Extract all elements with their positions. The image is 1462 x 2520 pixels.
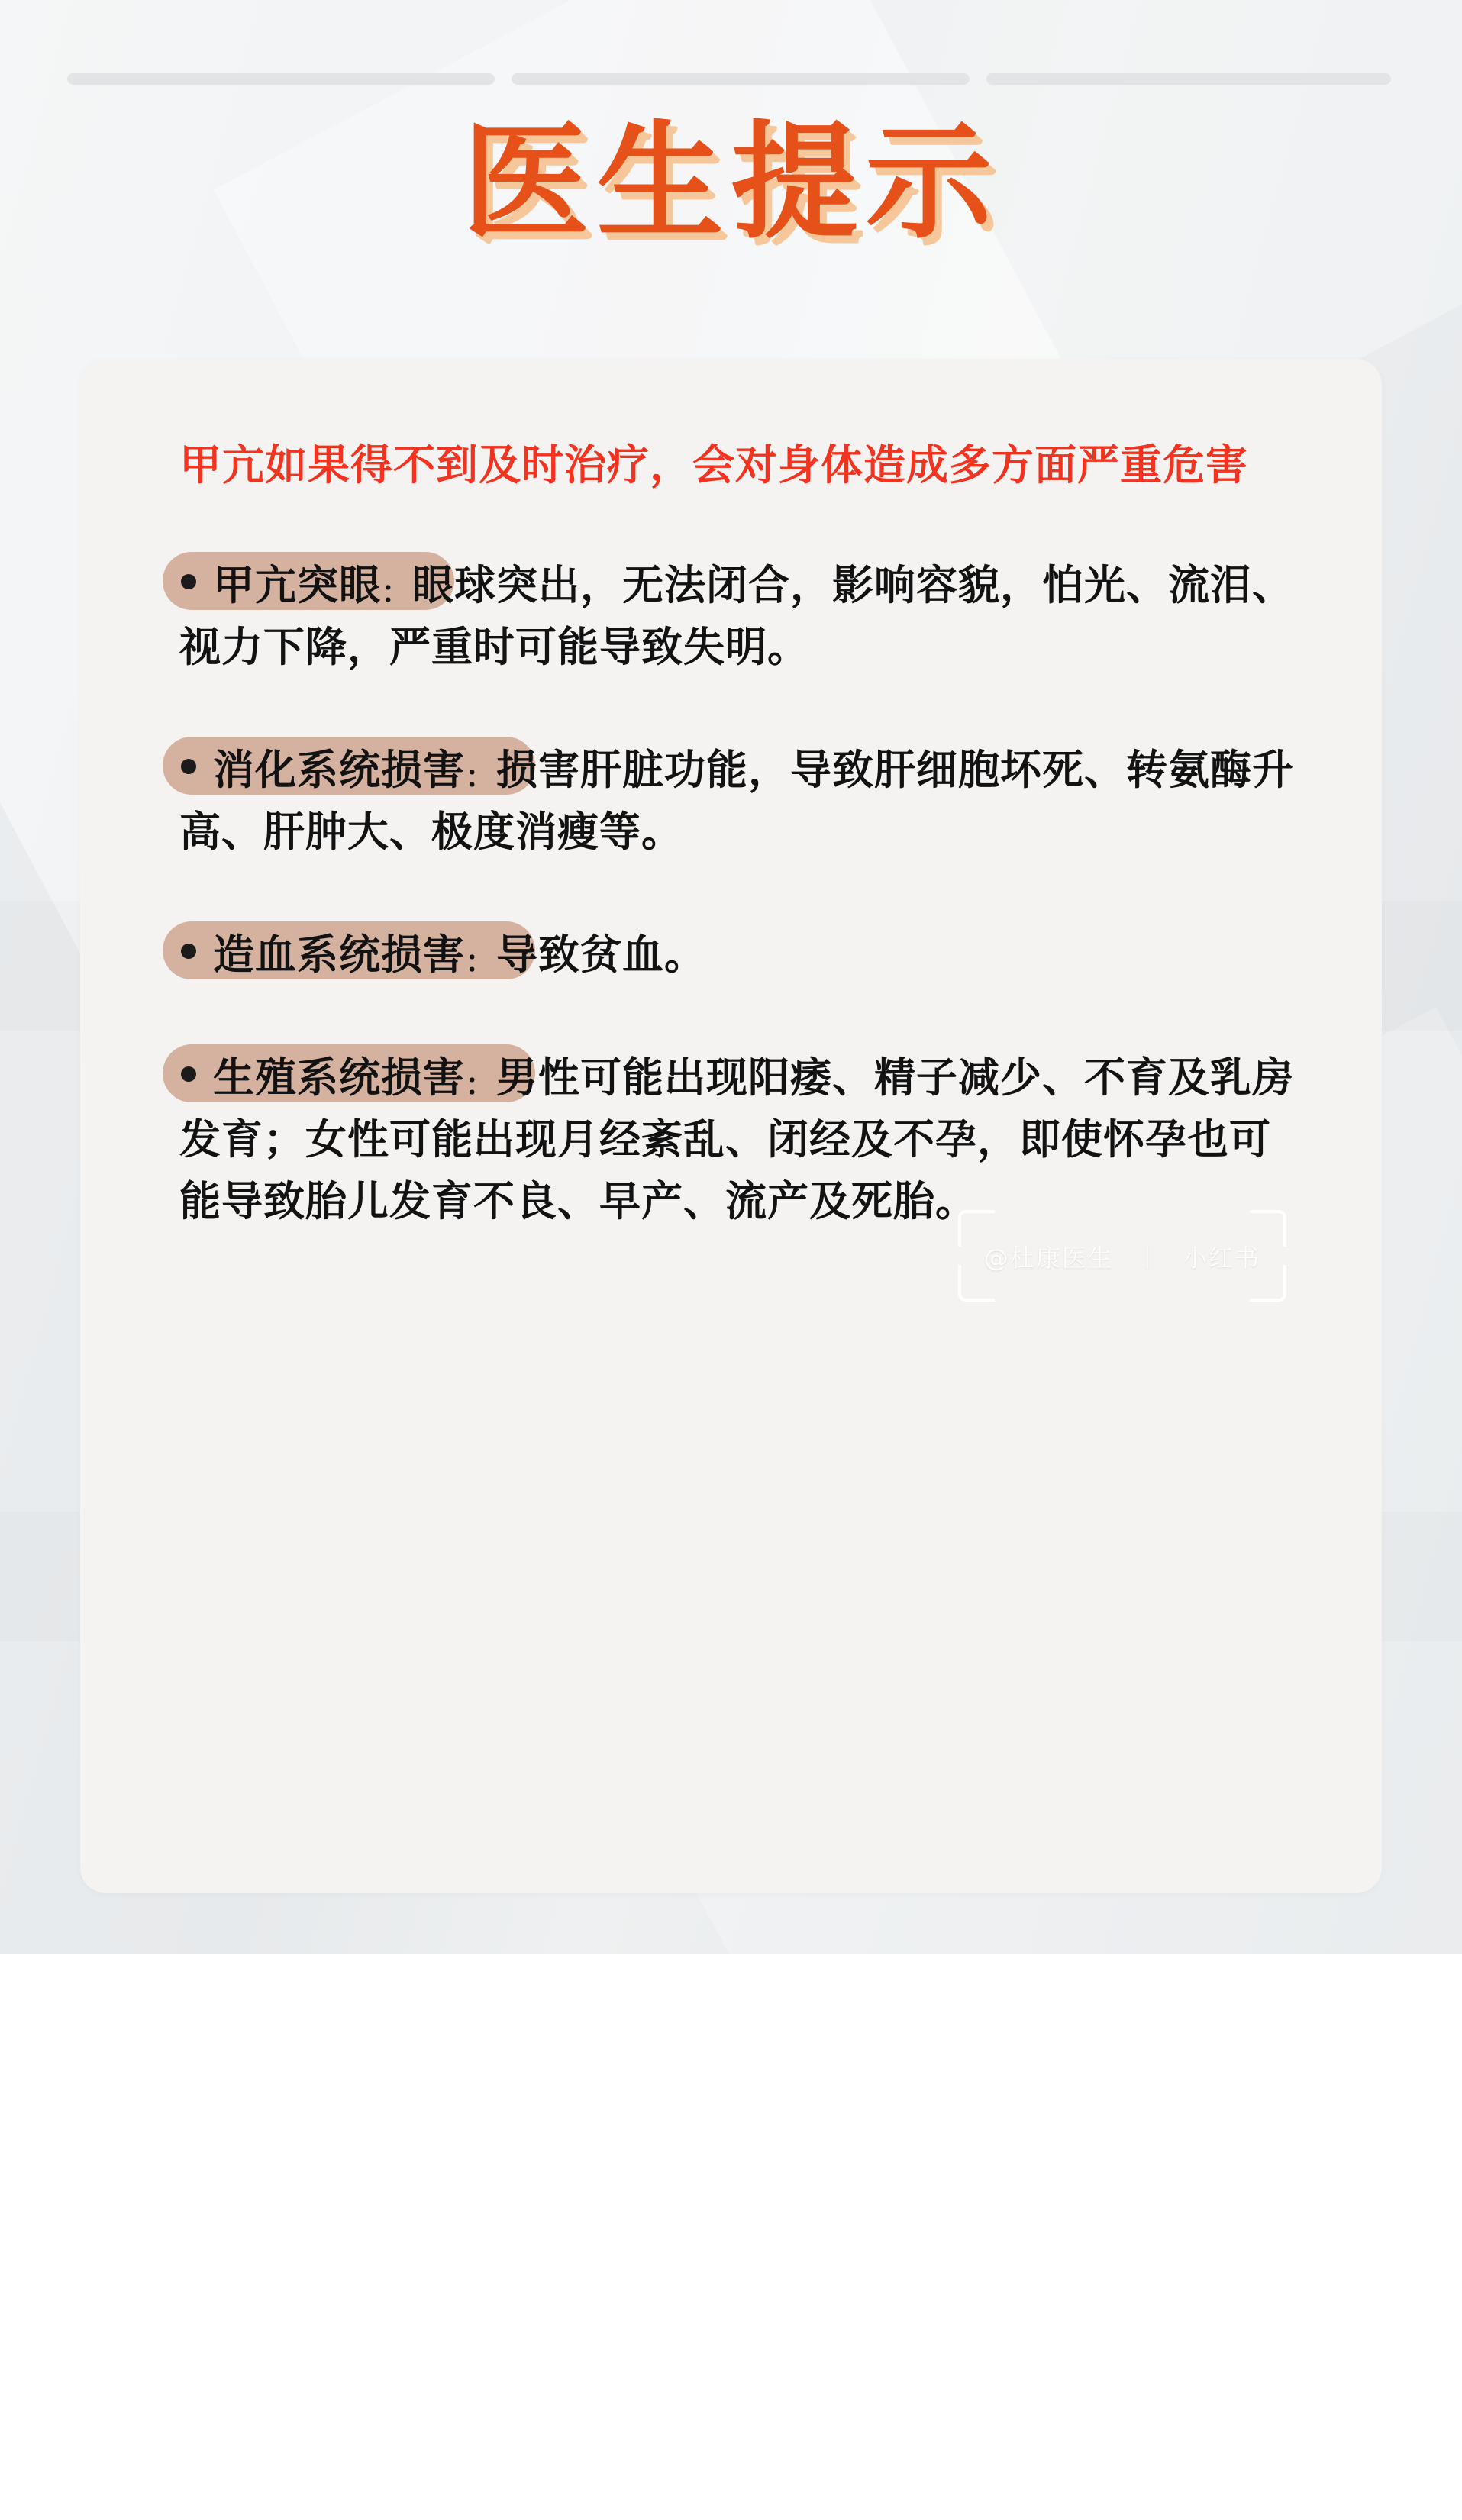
list-item-label: 消化系统损害 bbox=[213, 745, 465, 795]
content-card-inner bbox=[179, 435, 1309, 1232]
list-item-text bbox=[179, 924, 1309, 986]
list-item-colon: ： bbox=[465, 1066, 496, 1103]
decorative-bar bbox=[986, 73, 1391, 85]
harm-list bbox=[179, 554, 1309, 1232]
lead-paragraph: 甲亢如果得不到及时治疗，会对身体造成多方面严重危害 bbox=[179, 440, 1249, 489]
watermark-platform: 小红书 bbox=[1183, 1244, 1261, 1273]
list-item-colon: ： bbox=[381, 574, 412, 611]
list-item-label: 生殖系统损害 bbox=[213, 1053, 465, 1102]
bullet-icon bbox=[181, 574, 196, 589]
list-item-body: 男性可能出现阳痿、精子减少、不育及乳房发育；女性可能出现月经紊乱、闭经及不孕，即使怀孕也可能导致胎儿发育不良、早产、流产及死胎。 bbox=[179, 1053, 1294, 1226]
list-item-colon: ： bbox=[465, 944, 496, 980]
bullet-icon bbox=[181, 944, 196, 959]
list-item bbox=[179, 739, 1309, 863]
page-title: 医生提示 bbox=[462, 109, 1000, 257]
list-item-body: 眼球突出，无法闭合，影响容貌，怕光、流泪、视力下降，严重时可能导致失明。 bbox=[179, 560, 1294, 672]
list-item-colon: ： bbox=[465, 759, 496, 795]
list-item bbox=[179, 554, 1309, 678]
decorative-bar bbox=[512, 73, 970, 85]
list-item-body: 损害肝脏功能，导致肝细胞坏死、转氨酶升高、肝肿大、极度消瘦等。 bbox=[179, 745, 1294, 857]
content-card bbox=[80, 359, 1382, 1893]
list-item-text bbox=[179, 739, 1309, 863]
bullet-icon bbox=[181, 759, 196, 774]
list-item-label: 甲亢突眼 bbox=[213, 560, 381, 610]
decorative-bar bbox=[67, 73, 495, 85]
watermark-account: @杜康医生 bbox=[983, 1244, 1114, 1273]
list-item-text bbox=[179, 1047, 1309, 1232]
list-item-body: 导致贫血。 bbox=[496, 930, 706, 979]
list-item bbox=[179, 1047, 1309, 1232]
page-title-wrap bbox=[0, 109, 1462, 290]
watermark-separator: ｜ bbox=[1134, 1244, 1161, 1273]
list-item-text bbox=[179, 554, 1309, 678]
list-item bbox=[179, 924, 1309, 986]
bullet-icon bbox=[181, 1066, 196, 1082]
top-decorative-bars bbox=[67, 73, 1395, 85]
list-item-label: 造血系统损害 bbox=[213, 930, 465, 979]
